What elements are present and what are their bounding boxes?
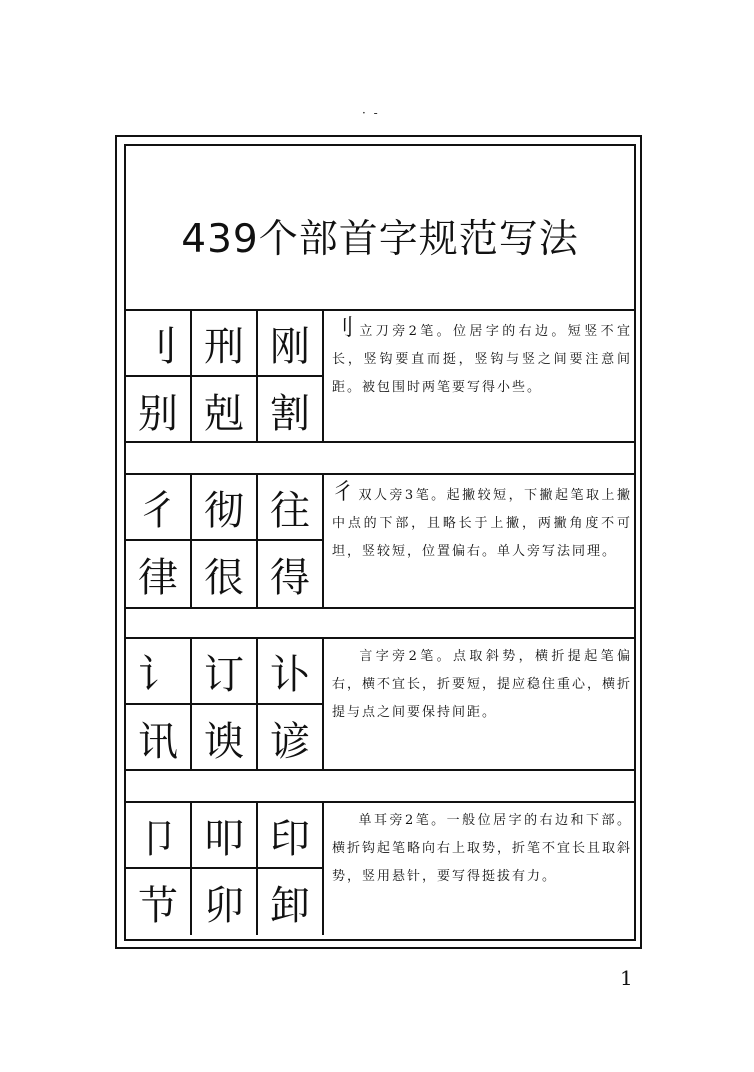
description-text: 立刀旁2笔。位居字的右边。短竖不宜长，竖钩要直而挺，竖钩与竖之间要注意间距。被包围时两笔要写得小些。 [332,324,632,395]
char-cell: 卸 [258,869,324,935]
section-description [332,479,632,566]
page-number: 1 [620,966,633,990]
description-text: 言字旁2笔。点取斜势，横折提起笔偏右，横不宜长，折要短，提应稳住重心，横折提与点之间要保持间距。 [332,649,633,720]
char-cell: 律 [126,541,192,607]
char-cell: 谚 [258,705,324,771]
section-4 [126,803,634,939]
description-text: 单耳旁2笔。一般位居字的右边和下部。横折钩起笔略向右上取势，折笔不宜长且取斜势，竖用悬针，要写得挺拔有力。 [332,813,633,884]
char-grid [126,803,324,935]
section-1 [126,311,634,441]
char-cell: 卩 [126,803,192,869]
header-mark: · - [362,106,380,120]
char-cell: 彻 [192,475,258,541]
char-cell: 很 [192,541,258,607]
char-cell: 卯 [192,869,258,935]
char-grid [126,475,324,607]
char-cell: 刂 [126,311,192,377]
char-cell: 讠 [126,639,192,705]
char-cell: 讣 [258,639,324,705]
description-text: 双人旁3笔。起撇较短，下撇起笔取上撇中点的下部，且略长于上撇，两撇角度不可坦，竖较短，位置偏右。单人旁写法同理。 [332,488,632,559]
char-cell: 订 [192,639,258,705]
char-cell: 割 [258,377,324,443]
page-title: 439个部首字规范写法 [181,217,579,262]
radical-glyph: 刂 [332,316,358,341]
char-cell: 刚 [258,311,324,377]
char-cell: 谀 [192,705,258,771]
char-cell: 讯 [126,705,192,771]
char-cell: 别 [126,377,192,443]
char-cell: 彳 [126,475,192,541]
char-grid [126,311,324,443]
char-cell: 叩 [192,803,258,869]
section-3 [126,639,634,769]
radical-glyph: 彳 [332,480,357,505]
char-cell: 往 [258,475,324,541]
section-description [332,315,632,402]
char-cell: 印 [258,803,324,869]
title-box [124,144,636,310]
char-cell: 刑 [192,311,258,377]
char-cell: 节 [126,869,192,935]
section-description [332,643,632,727]
section-description [332,807,632,891]
char-grid [126,639,324,771]
char-cell: 得 [258,541,324,607]
section-2 [126,475,634,607]
char-cell: 剋 [192,377,258,443]
